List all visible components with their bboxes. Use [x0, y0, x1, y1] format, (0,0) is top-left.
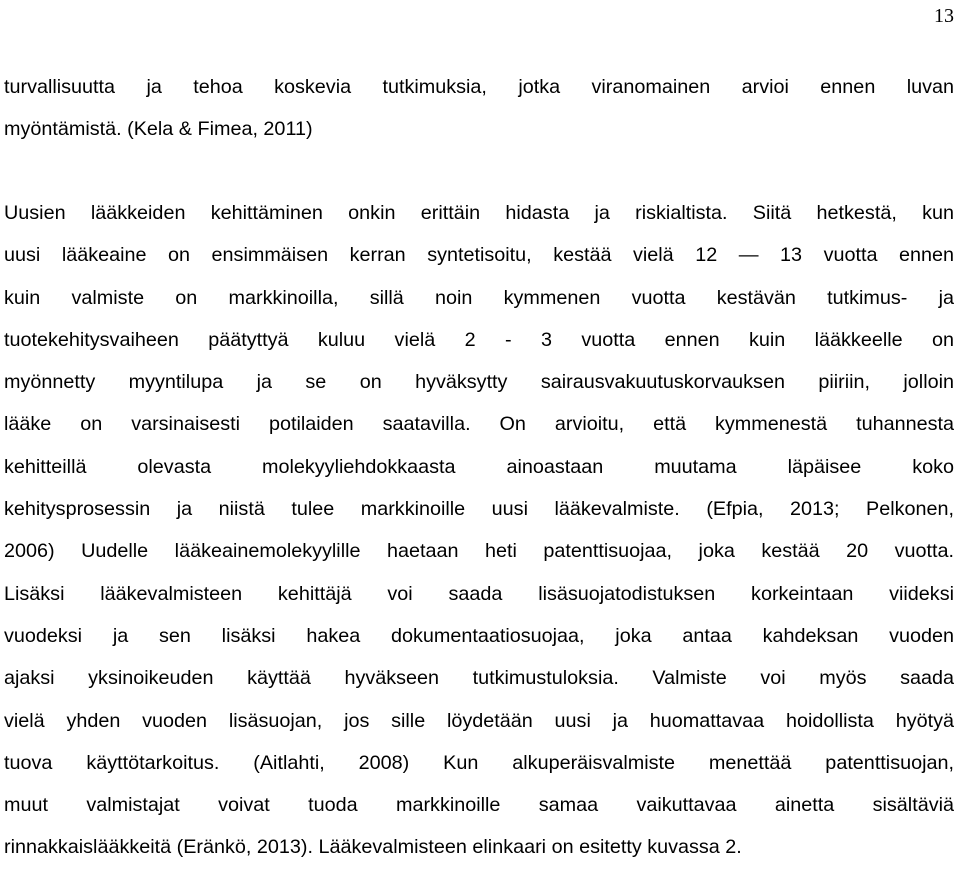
text-line: ajaksi yksinoikeuden käyttää hyväkseen tutkimustuloksia. Valmiste voi myös saada: [4, 667, 954, 690]
text-line: Uusien lääkkeiden kehittäminen onkin erittäin hidasta ja riskialtista. Siitä hetkestä, kun: [4, 202, 954, 224]
text-line: uusi lääkeaine on ensimmäisen kerran syntetisoitu, kestää vielä 12 — 13 vuotta ennen: [4, 244, 954, 267]
text-line: kehitteillä olevasta molekyyliehdokkaasta ainoastaan muutama läpäisee koko: [4, 455, 954, 478]
text-line: turvallisuutta ja tehoa koskevia tutkimuksia, jotka viranomainen arvioi ennen luvan: [4, 76, 954, 98]
text-line: kuin valmiste on markkinoilla, sillä noin kymmenen vuotta kestävän tutkimus- ja: [4, 286, 954, 309]
paragraph-1: [4, 68, 954, 153]
text-line: kehitysprosessin ja niistä tulee markkinoille uusi lääkevalmiste. (Efpia, 2013; Pelkonen,: [4, 498, 954, 521]
text-line: tuotekehitysvaiheen päätyttyä kuluu vielä 2 - 3 vuotta ennen kuin lääkkeelle on: [4, 328, 954, 351]
text-line: vuodeksi ja sen lisäksi hakea dokumentaatiosuojaa, joka antaa kahdeksan vuoden: [4, 624, 954, 647]
text-line: rinnakkaislääkkeitä (Eränkö, 2013). Lääkevalmisteen elinkaari on esitetty kuvassa 2.: [4, 836, 742, 859]
text-line: myönnetty myyntilupa ja se on hyväksytty sairausvakuutuskorvauksen piiriin, jolloin: [4, 371, 954, 394]
text-line: lääke on varsinaisesti potilaiden saatavilla. On arvioitu, että kymmenestä tuhannesta: [4, 413, 954, 436]
text-line: muut valmistajat voivat tuoda markkinoille samaa vaikuttavaa ainetta sisältäviä: [4, 794, 954, 817]
paragraph-2: [4, 194, 954, 871]
page-number: 13: [934, 5, 954, 27]
text-line: vielä yhden vuoden lisäsuojan, jos sille löydetään uusi ja huomattavaa hoidollista hyötyä: [4, 709, 954, 732]
text-line: tuova käyttötarkoitus. (Aitlahti, 2008) Kun alkuperäisvalmiste menettää patenttisuojan,: [4, 751, 954, 774]
text-line: Lisäksi lääkevalmisteen kehittäjä voi saada lisäsuojatodistuksen korkeintaan viideksi: [4, 582, 954, 605]
text-line: myöntämistä. (Kela & Fimea, 2011): [4, 118, 313, 141]
text-line: 2006) Uudelle lääkeainemolekyylille haetaan heti patenttisuojaa, joka kestää 20 vuotta.: [4, 540, 954, 563]
